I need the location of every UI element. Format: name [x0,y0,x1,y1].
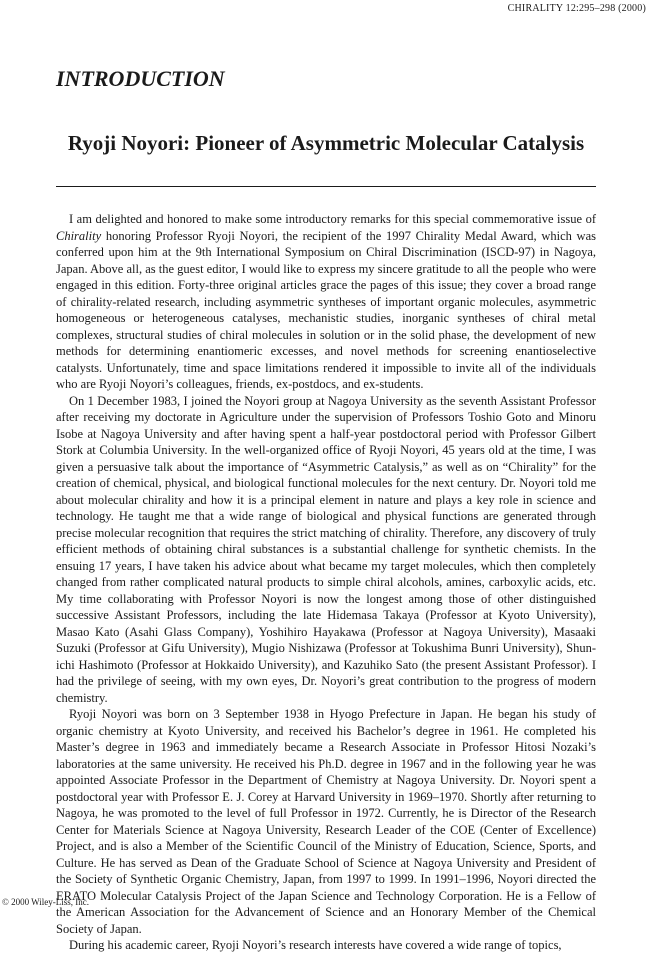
section-title: INTRODUCTION [56,66,225,91]
paragraph-1-text-a: I am delighted and honored to make some introductory remarks for this special commemorative issue of [69,212,596,226]
article-title: Ryoji Noyori: Pioneer of Asymmetric Molecular Catalysis [67,131,585,155]
paragraph-2: On 1 December 1983, I joined the Noyori group at Nagoya University as the seventh Assistant Professor after receiving my doctorate in Agriculture under the supervision of Professors Toshio Goto and Minoru Isobe at Nagoya University and after having spent a half-year postdoctoral period with Professor Gilbert Stork at Columbia University. In the well-organized office of Ryoji Noyori, 45 years old at the time, I was given a persuasive talk about the importance of “Asymmetric Catalysis,” as well as on “Chirality” for the creation of chemical, physical, and biological functional molecules for the next century. Dr. Noyori told me about molecular chirality and how it is a principal element in nature and plays a key role in science and technology. He taught me that a wide range of biological and physical functions are generated through precise molecular recognition that requires the strict matching of chirality. Therefore, any discovery of truly efficient methods of obtaining chiral substances is a substantial challenge for synthetic chemists. In the ensuing 17 years, I have taken his advice about what became my target molecules, which then completely changed from rather complicated natural products to simple chiral alcohols, amines, carboxylic acids, etc. My time collaborating with Professor Noyori is now the longest among those of other distinguished successive Assistant Professors, including the late Hidemasa Takaya (Professor at Kyoto University), Masao Kato (Asahi Glass Company), Yoshihiro Hayakawa (Professor at Nagoya University), Masaaki Suzuki (Professor at Gifu University), Mugio Nishizawa (Professor at Tokushima Bunri University), Shun-ichi Hashimoto (Professor at Hokkaido University), and Kazuhiko Sato (the present Assistant Professor). I had the privilege of seeing, with my own eyes, Dr. Noyori’s great contribution to the progress of modern chemistry. [56,393,596,705]
title-rule [56,186,596,187]
paragraph-1 [56,211,596,393]
paragraph-1-text-b: honoring Professor Ryoji Noyori, the recipient of the 1997 Chirality Medal Award, which was conferred upon him at the 9th International Symposium on Chiral Discrimination (ISCD-97) in Nagoya, Japan. Above all, as the guest editor, I would like to express my sincere gratitude to all the people who were engaged in this edition. Forty-three original articles grace the pages of this issue; they cover a broad range of chirality-related research, including asymmetric syntheses of important organic molecules, asymmetric homogeneous or heterogeneous catalyses, mechanistic studies, inorganic syntheses of chiral metal complexes, structural studies of chiral molecules in solution or in the solid phase, the development of new methods for determining enantiomeric excesses, and novel methods for screening enantioselective catalysts. Unfortunately, time and space limitations rendered it impossible to invite all of the individuals who are Ryoji Noyori’s colleagues, friends, ex-postdocs, and ex-students. [56,228,596,391]
running-head: CHIRALITY 12:295–298 (2000) [507,3,646,14]
paragraph-3: Ryoji Noyori was born on 3 September 1938 in Hyogo Prefecture in Japan. He began his study of organic chemistry at Kyoto University, and received his Bachelor’s degree in 1961. He completed his Master’s degree in 1963 and immediately became a Research Associate in Professor Hitosi Nozaki’s laboratories at the same university. He received his Ph.D. degree in 1967 and in the following year he was appointed Associate Professor in the Department of Chemistry at Nagoya University. Dr. Noyori spent a postdoctoral year with Professor E. J. Corey at Harvard University in 1969–1970. Shortly after returning to Nagoya, he was promoted to the level of full Professor in 1972. Currently, he is Director of the Research Center for Materials Science at Nagoya University, Research Leader of the COE (Center of Excellence) Project, and is also a Member of the Scientific Council of the Ministry of Education, Science, Sports, and Culture. He has served as Dean of the Graduate School of Science at Nagoya University and President of the Society of Synthetic Organic Chemistry, Japan, from 1997 to 1999. In 1991–1996, Noyori directed the ERATO Molecular Catalysis Project of the Japan Science and Technology Corporation. He is a Fellow of the American Association for the Advancement of Science and an Honorary Member of the Chemical Society of Japan. [56,707,596,936]
copyright-footer: © 2000 Wiley-Liss, Inc. [2,897,90,907]
article-body [56,211,596,954]
journal-name: Chirality [56,228,102,243]
paragraph-4: During his academic career, Ryoji Noyori’s research interests have covered a wide range of topics, [69,938,562,952]
